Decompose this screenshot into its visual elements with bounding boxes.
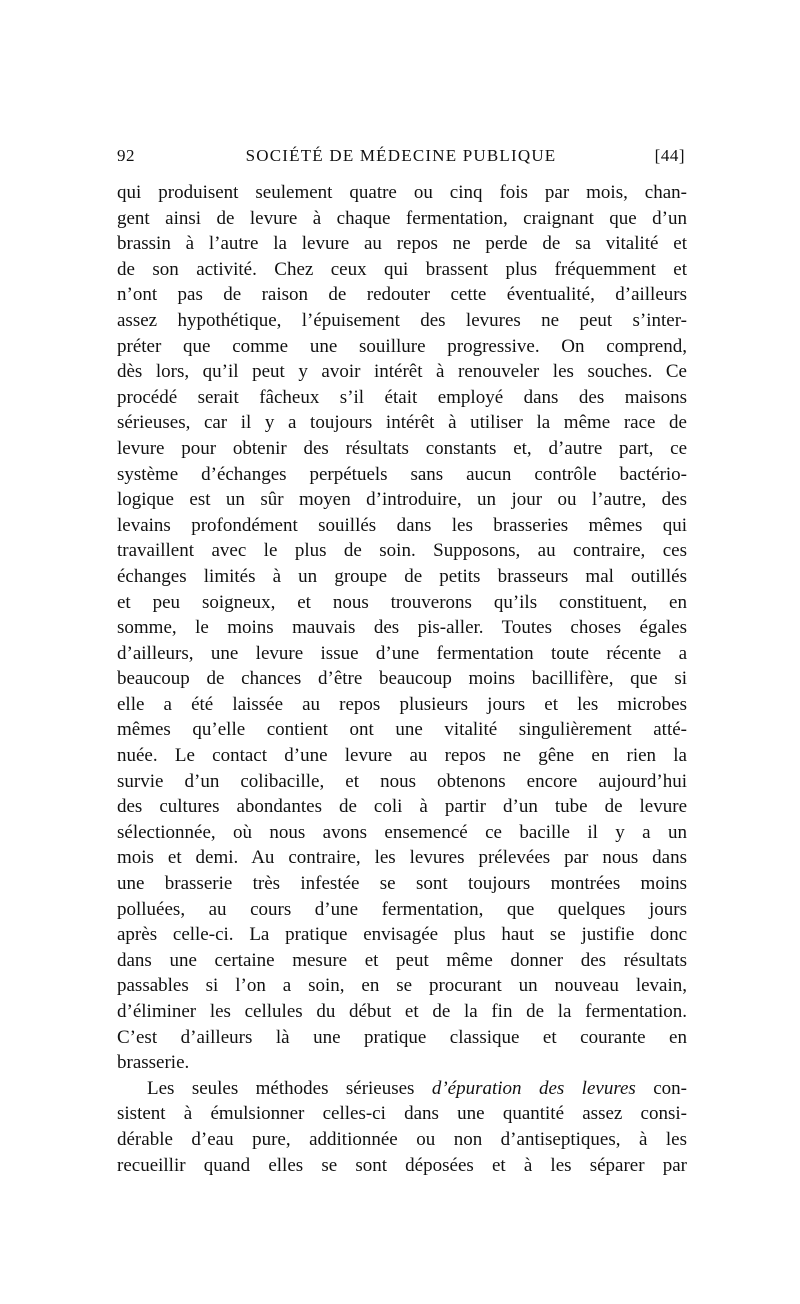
text-line: d’éliminer les cellules du début et de la fin de la fermentation. xyxy=(117,1001,687,1022)
section-marker: [44] xyxy=(654,146,685,165)
running-title: SOCIÉTÉ DE MÉDECINE PUBLIQUE xyxy=(245,146,557,165)
text-line: de son activité. Chez ceux qui brassent plus fréquemment et xyxy=(117,258,687,280)
text-line: système d’échanges perpétuels sans aucun contrôle bactério- xyxy=(117,463,687,485)
text-line: mois et demi. Au contraire, les levures prélevées par nous dans xyxy=(117,847,687,869)
text-line: n’ont pas de raison de redouter cette éventualité, d’ailleurs xyxy=(117,284,687,306)
text-line: polluées, au cours d’une fermentation, que quelques jours xyxy=(117,898,687,920)
text-line: passables si l’on a soin, en se procurant un nouveau levain, xyxy=(117,975,687,997)
text-line: gent ainsi de levure à chaque fermentation, craignant que d’un xyxy=(117,207,687,229)
text-line: survie d’un colibacille, et nous obtenons encore aujourd’hui xyxy=(117,770,687,792)
text-line: dérable d’eau pure, additionnée ou non d’antiseptiques, à les xyxy=(117,1128,687,1150)
text-run: Les seules méthodes sérieuses xyxy=(147,1077,432,1099)
text-line: recueillir quand elles se sont déposées et à les séparer par xyxy=(117,1154,687,1176)
text-line: une brasserie très infestée se sont toujours montrées moins xyxy=(117,873,687,895)
text-line: beaucoup de chances d’être beaucoup moins bacillifère, que si xyxy=(117,668,687,690)
text-line: après celle-ci. La pratique envisagée plus haut se justifie donc xyxy=(117,924,687,946)
text-line: travaillent avec le plus de soin. Supposons, au contraire, ces xyxy=(117,540,687,562)
text-line: sérieuses, car il y a toujours intérêt à utiliser la même race de xyxy=(117,412,687,434)
text-line: levure pour obtenir des résultats constants et, d’autre part, ce xyxy=(117,437,687,459)
body-text xyxy=(117,180,687,1178)
text-line: elle a été laissée au repos plusieurs jours et les microbes xyxy=(117,693,687,715)
text-line: dans une certaine mesure et peut même donner des résultats xyxy=(117,949,687,971)
text-line: C’est d’ailleurs là une pratique classique et courante en xyxy=(117,1026,687,1048)
text-line: logique est un sûr moyen d’introduire, un jour ou l’autre, des xyxy=(117,489,687,511)
page-header xyxy=(117,146,685,172)
italic-term: d’épuration des levures xyxy=(431,1077,636,1099)
text-line: levains profondément souillés dans les brasseries mêmes qui xyxy=(117,514,687,536)
text-line: sistent à émulsionner celles-ci dans une quantité assez consi- xyxy=(117,1103,687,1125)
text-line: assez hypothétique, l’épuisement des levures ne peut s’inter- xyxy=(117,309,687,331)
text-line: des cultures abondantes de coli à partir d’un tube de levure xyxy=(117,796,687,818)
text-line: dès lors, qu’il peut y avoir intérêt à renouveler les souches. Ce xyxy=(117,361,687,383)
text-line xyxy=(117,1076,687,1102)
text-line: somme, le moins mauvais des pis-aller. Toutes choses égales xyxy=(117,617,687,639)
text-line: brassin à l’autre la levure au repos ne perde de sa vitalité et xyxy=(117,233,687,255)
paragraph xyxy=(117,180,687,1076)
paragraph xyxy=(117,1076,687,1178)
text-line: qui produisent seulement quatre ou cinq fois par mois, chan- xyxy=(117,182,687,203)
text-line: sélectionnée, où nous avons ensemencé ce bacille il y a un xyxy=(117,821,687,843)
text-run: con- xyxy=(635,1077,687,1099)
text-line: nuée. Le contact d’une levure au repos ne gêne en rien la xyxy=(117,745,687,767)
page-number: 92 xyxy=(117,146,135,165)
text-line: préter que comme une souillure progressive. On comprend, xyxy=(117,335,687,357)
text-line: d’ailleurs, une levure issue d’une fermentation toute récente a xyxy=(117,642,687,664)
text-line: procédé serait fâcheux s’il était employé dans des maisons xyxy=(117,386,687,408)
text-line: mêmes qu’elle contient ont une vitalité singulièrement atté- xyxy=(117,719,687,741)
text-line: échanges limités à un groupe de petits brasseurs mal outillés xyxy=(117,565,687,587)
text-line: brasserie. xyxy=(117,1052,190,1074)
text-line: et peu soigneux, et nous trouverons qu’ils constituent, en xyxy=(117,591,687,613)
